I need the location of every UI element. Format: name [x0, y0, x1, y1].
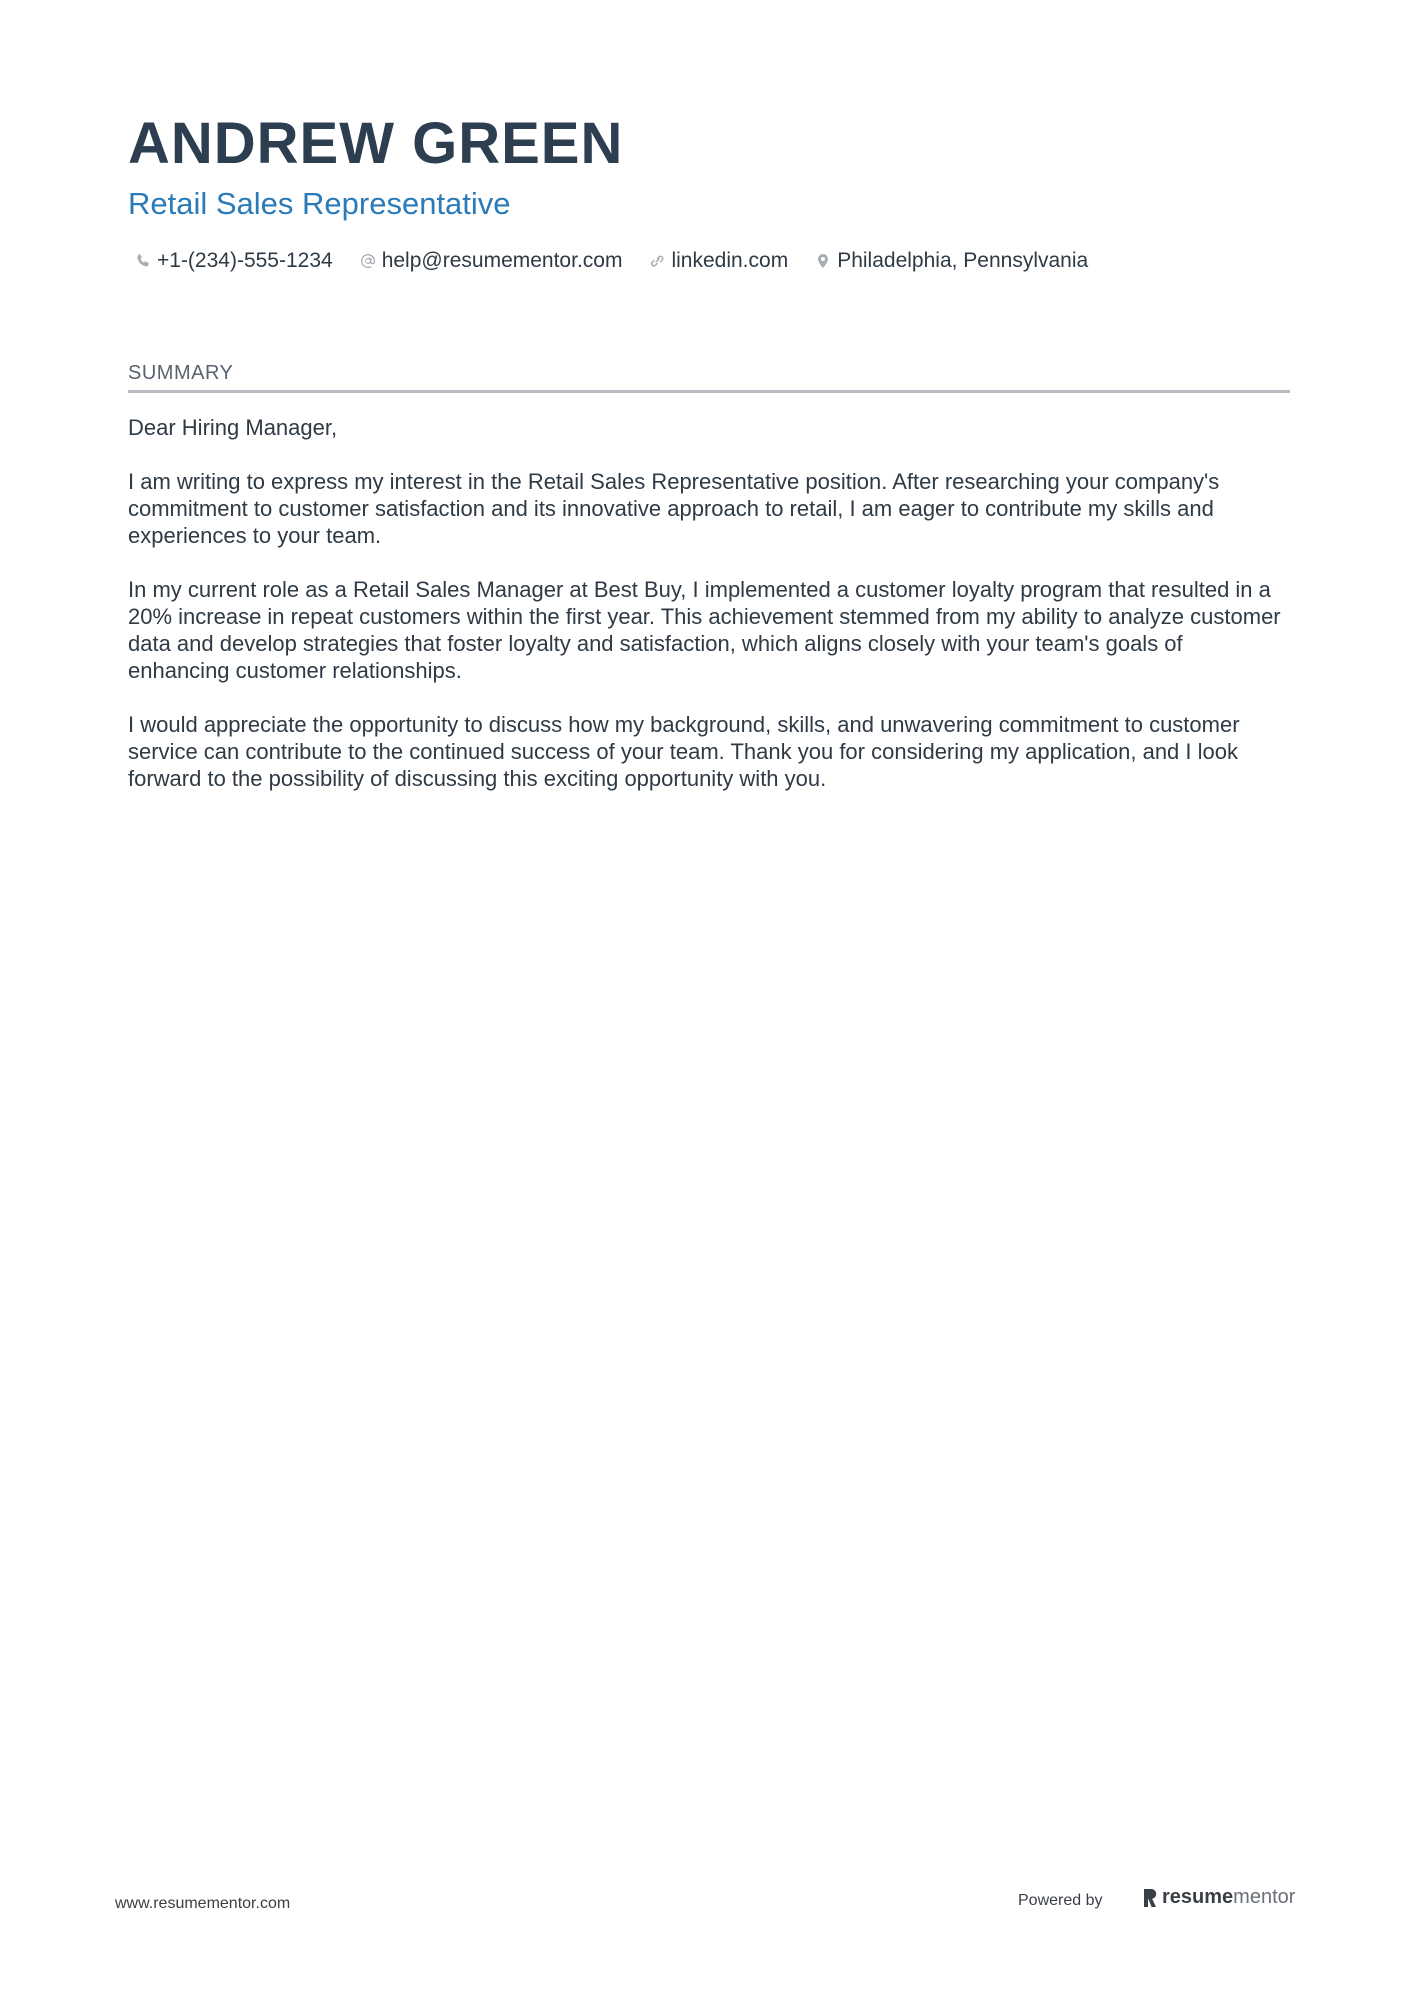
linkedin-text[interactable]: linkedin.com: [671, 249, 789, 272]
paragraph-intro: I am writing to express my interest in the Retail Sales Representative position. After researching your company's commitment to customer satisfaction and its innovative approach to retail, I am eager to contribute my skills and experiences to your team.: [128, 469, 1220, 548]
resumementor-logo-icon: [1142, 1888, 1158, 1908]
contact-bar: [134, 245, 1114, 277]
logo-text-light: mentor: [1233, 1886, 1296, 1908]
contact-email: [359, 249, 623, 273]
location-text: Philadelphia, Pennsylvania: [837, 249, 1089, 272]
contact-linkedin: [648, 249, 788, 273]
section-heading-summary: SUMMARY: [128, 360, 1290, 393]
logo-text-bold: resume: [1162, 1886, 1234, 1908]
email-text[interactable]: help@resumementor.com: [381, 249, 623, 272]
contact-phone: [134, 249, 333, 273]
letter-body: [128, 414, 1290, 819]
salutation: Dear Hiring Manager,: [128, 415, 338, 440]
link-icon: [648, 252, 666, 270]
candidate-name: ANDREW GREEN: [128, 111, 624, 176]
footer-powered-by: Powered by: [1018, 1892, 1103, 1909]
paragraph-closing: I would appreciate the opportunity to discuss how my background, skills, and unwavering commitment to customer service can contribute to the continued success of your team. Thank you for considering my application, and I look forward to the possibility of discussing this exciting opportunity with you.: [128, 712, 1240, 791]
phone-icon: [134, 252, 152, 270]
paragraph-experience: In my current role as a Retail Sales Manager at Best Buy, I implemented a customer loyalty program that resulted in a 20% increase in repeat customers within the first year. This achievement stemmed from my ability to analyze customer data and develop strategies that foster loyalty and satisfaction, which aligns closely with your team's goals of enhancing customer relationships.: [128, 577, 1281, 683]
at-icon: [359, 252, 377, 270]
resumementor-logo[interactable]: [1142, 1886, 1295, 1909]
contact-location: [814, 249, 1088, 273]
location-pin-icon: [814, 252, 832, 270]
phone-text[interactable]: +1-(234)-555-1234: [157, 249, 333, 272]
job-title: Retail Sales Representative: [128, 186, 511, 221]
footer-website[interactable]: www.resumementor.com: [115, 1895, 291, 1912]
